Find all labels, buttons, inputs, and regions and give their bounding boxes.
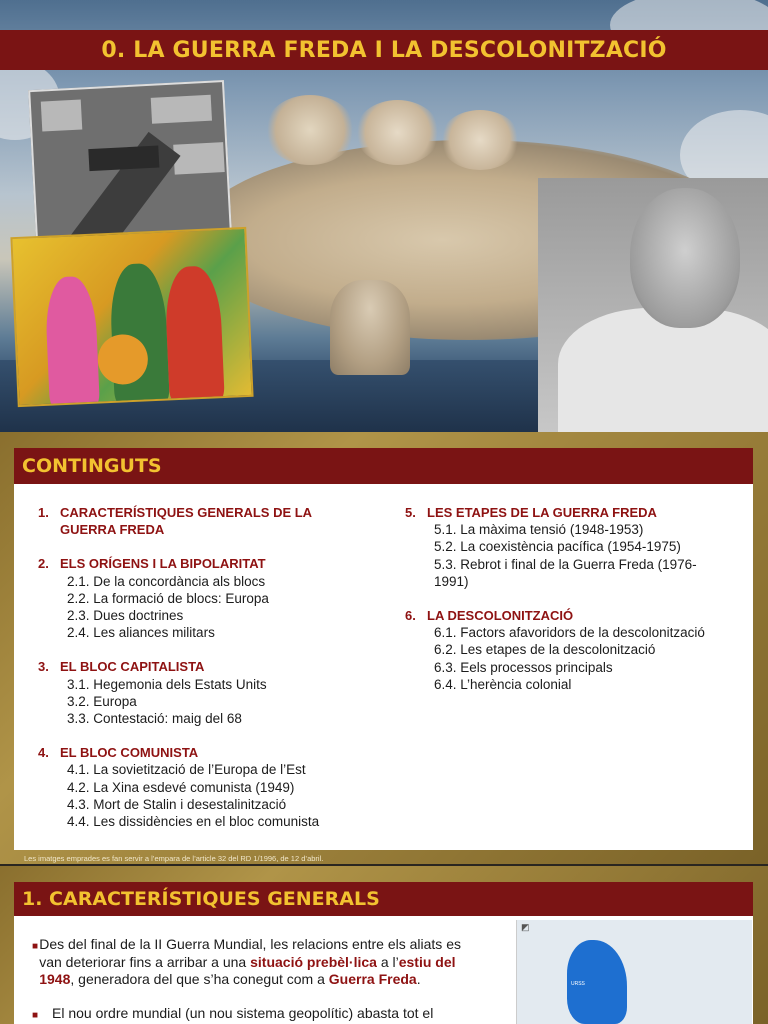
contents-section-title [38,504,368,538]
bullet-text: El nou ordre mundial (un nou sistema geopolític) abasta tot el [52,1004,434,1021]
page-title: 0. LA GUERRA FREDA I LA DESCOLONITZACIÓ [101,37,667,63]
bullet-list [32,936,482,1024]
contents-section [38,555,368,641]
contents-section [38,504,368,538]
section1-band [14,882,753,916]
section-number: 5. [405,505,416,520]
section-title-text: LES ETAPES DE LA GUERRA FREDA [427,505,657,520]
contents-right-column [405,504,725,710]
contents-subitem: 3.1. Hegemonia dels Estats Units [67,676,267,692]
contents-subitem: 2.3. Dues doctrines [67,608,184,624]
contents-section-title [38,658,368,675]
ho-chi-minh-photo [538,178,768,432]
title-band [0,30,768,70]
world-map-image [516,920,752,1024]
contents-section-title [38,744,368,761]
contents-section [38,744,368,830]
contents-subitem: 5.3. Rebrot i final de la Guerra Freda (1976-1991) [434,556,697,589]
section-number: 1. [38,505,49,520]
mushroom-cloud-puff [440,110,520,170]
list-item [32,1005,482,1024]
contents-section [38,658,368,727]
section-number: 2. [38,556,49,572]
contents-band [14,448,753,484]
square-bullet-icon: ■ [32,941,39,952]
section-title-text: CARACTERÍSTIQUES GENERALS DE LA GUERRA FREDA [60,505,312,538]
mushroom-cloud-stem [330,280,410,375]
section-number: 3. [38,659,49,675]
contents-subitem: 4.3. Mort de Stalin i desestalinització [67,796,287,812]
contents-subitem: 4.1. La sovietització de l’Europa de l’Est [67,762,306,778]
mushroom-cloud-puff [265,95,355,165]
contents-subitem: 2.2. La formació de blocs: Europa [67,590,269,606]
contents-heading: CONTINGUTS [22,455,162,477]
contents-subitem: 6.2. Les etapes de la descolonització [434,642,656,658]
african-dancers-painting [10,227,253,407]
cover-slide [0,0,768,432]
section1-panel [14,916,753,1024]
contents-subitem: 2.1. De la concordància als blocs [67,573,266,589]
section1-heading: 1. CARACTERÍSTIQUES GENERALS [22,888,380,910]
contents-subitem: 6.1. Factors afavoridors de la descolonització [434,625,705,641]
contents-section [405,504,725,590]
section-title-text: ELS ORÍGENS I LA BIPOLARITAT [60,556,266,572]
contents-panel [14,484,753,850]
berlin-gate-photo [28,80,232,242]
section-number: 4. [38,745,49,761]
contents-slide [0,432,768,864]
contents-subitem: 4.4. Les dissidències en el bloc comunista [67,814,320,830]
contents-section-title [38,555,368,572]
contents-subitem: 2.4. Les aliances militars [67,625,215,641]
contents-section-title [405,607,725,624]
contents-subitem: 5.2. La coexistència pacífica (1954-1975) [434,539,681,555]
image-credit: Les imatges emprades es fan servir a l’empara de l’article 32 del RD 1/1996, de 12 d’abril. [24,854,324,863]
map-corner-icon: ◩ [521,922,530,932]
map-label: URSS [571,981,585,987]
contents-subitem: 4.2. La Xina esdevé comunista (1949) [67,779,295,795]
bullet-text: Des del final de la II Guerra Mundial, les relacions entre els aliats es van deteriorar fins a arribar a una situació prebèl·lica a l’estiu del 1948, generadora del que s’ha conegut com a Guerra Freda. [39,936,461,988]
mushroom-cloud-puff [355,100,440,165]
section1-slide [0,866,768,1024]
contents-subitem: 3.3. Contestació: maig del 68 [67,711,242,727]
section-number: 6. [405,608,416,624]
square-bullet-icon: ■ [32,1009,39,1021]
contents-section [405,607,725,693]
section-title-text: LA DESCOLONITZACIÓ [427,608,574,624]
contents-section-title [405,504,725,521]
contents-left-column [38,504,368,847]
section-title-text: EL BLOC CAPITALISTA [60,659,205,675]
contents-subitem: 6.4. L’herència colonial [434,676,572,692]
section-title-text: EL BLOC COMUNISTA [60,745,199,761]
list-item [32,936,482,989]
contents-subitem: 6.3. Eels processos principals [434,659,613,675]
contents-subitem: 3.2. Europa [67,693,137,709]
contents-subitem: 5.1. La màxima tensió (1948-1953) [434,522,644,538]
